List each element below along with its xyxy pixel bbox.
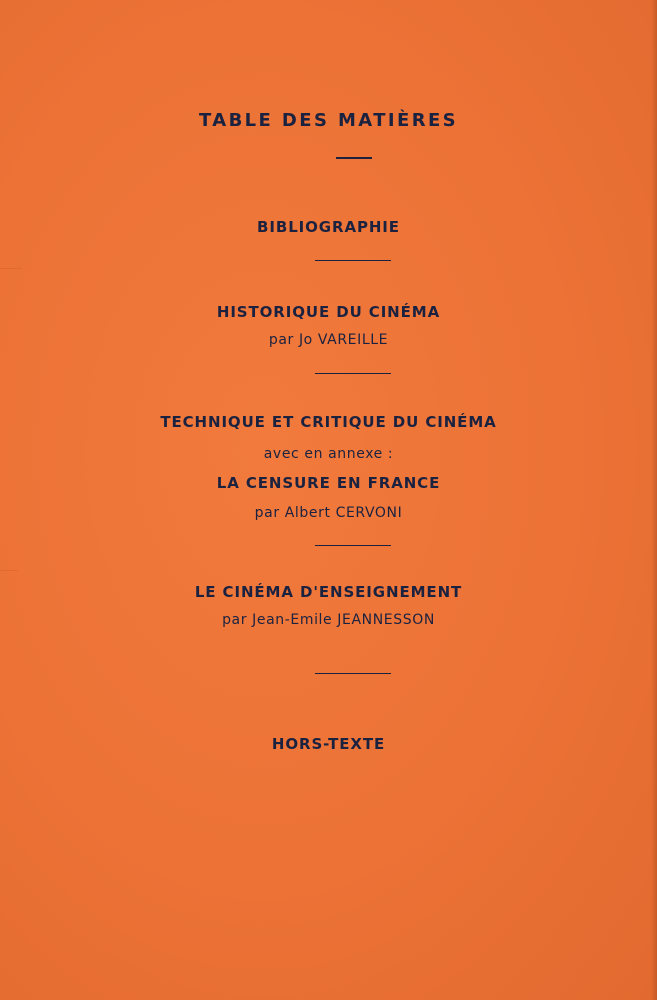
section-bibliographie-heading: BIBLIOGRAPHIE xyxy=(257,218,400,236)
section-technique-annex-intro: avec en annexe : xyxy=(263,446,394,462)
page-edge-shadow xyxy=(651,0,657,1000)
section-enseignement-heading: LE CINÉMA D'ENSEIGNEMENT xyxy=(194,583,463,601)
section-divider xyxy=(315,260,391,261)
section-divider xyxy=(315,373,391,374)
section-divider xyxy=(315,545,391,546)
section-divider xyxy=(315,673,391,674)
page-title: TABLE DES MATIÈRES xyxy=(198,110,459,131)
section-enseignement-author: par Jean-Emile JEANNESSON xyxy=(222,612,435,628)
section-historique-heading: HISTORIQUE DU CINÉMA xyxy=(216,303,441,321)
paper-crease xyxy=(0,570,18,571)
section-hors-texte-heading: HORS-TEXTE xyxy=(271,735,386,753)
section-historique-author: par Jo VAREILLE xyxy=(268,332,389,348)
section-technique-annex-heading: LA CENSURE EN FRANCE xyxy=(216,474,441,492)
paper-crease xyxy=(0,268,22,269)
section-technique-author: par Albert CERVONI xyxy=(254,505,403,521)
section-technique-heading: TECHNIQUE ET CRITIQUE DU CINÉMA xyxy=(160,413,497,431)
title-divider xyxy=(336,157,372,159)
